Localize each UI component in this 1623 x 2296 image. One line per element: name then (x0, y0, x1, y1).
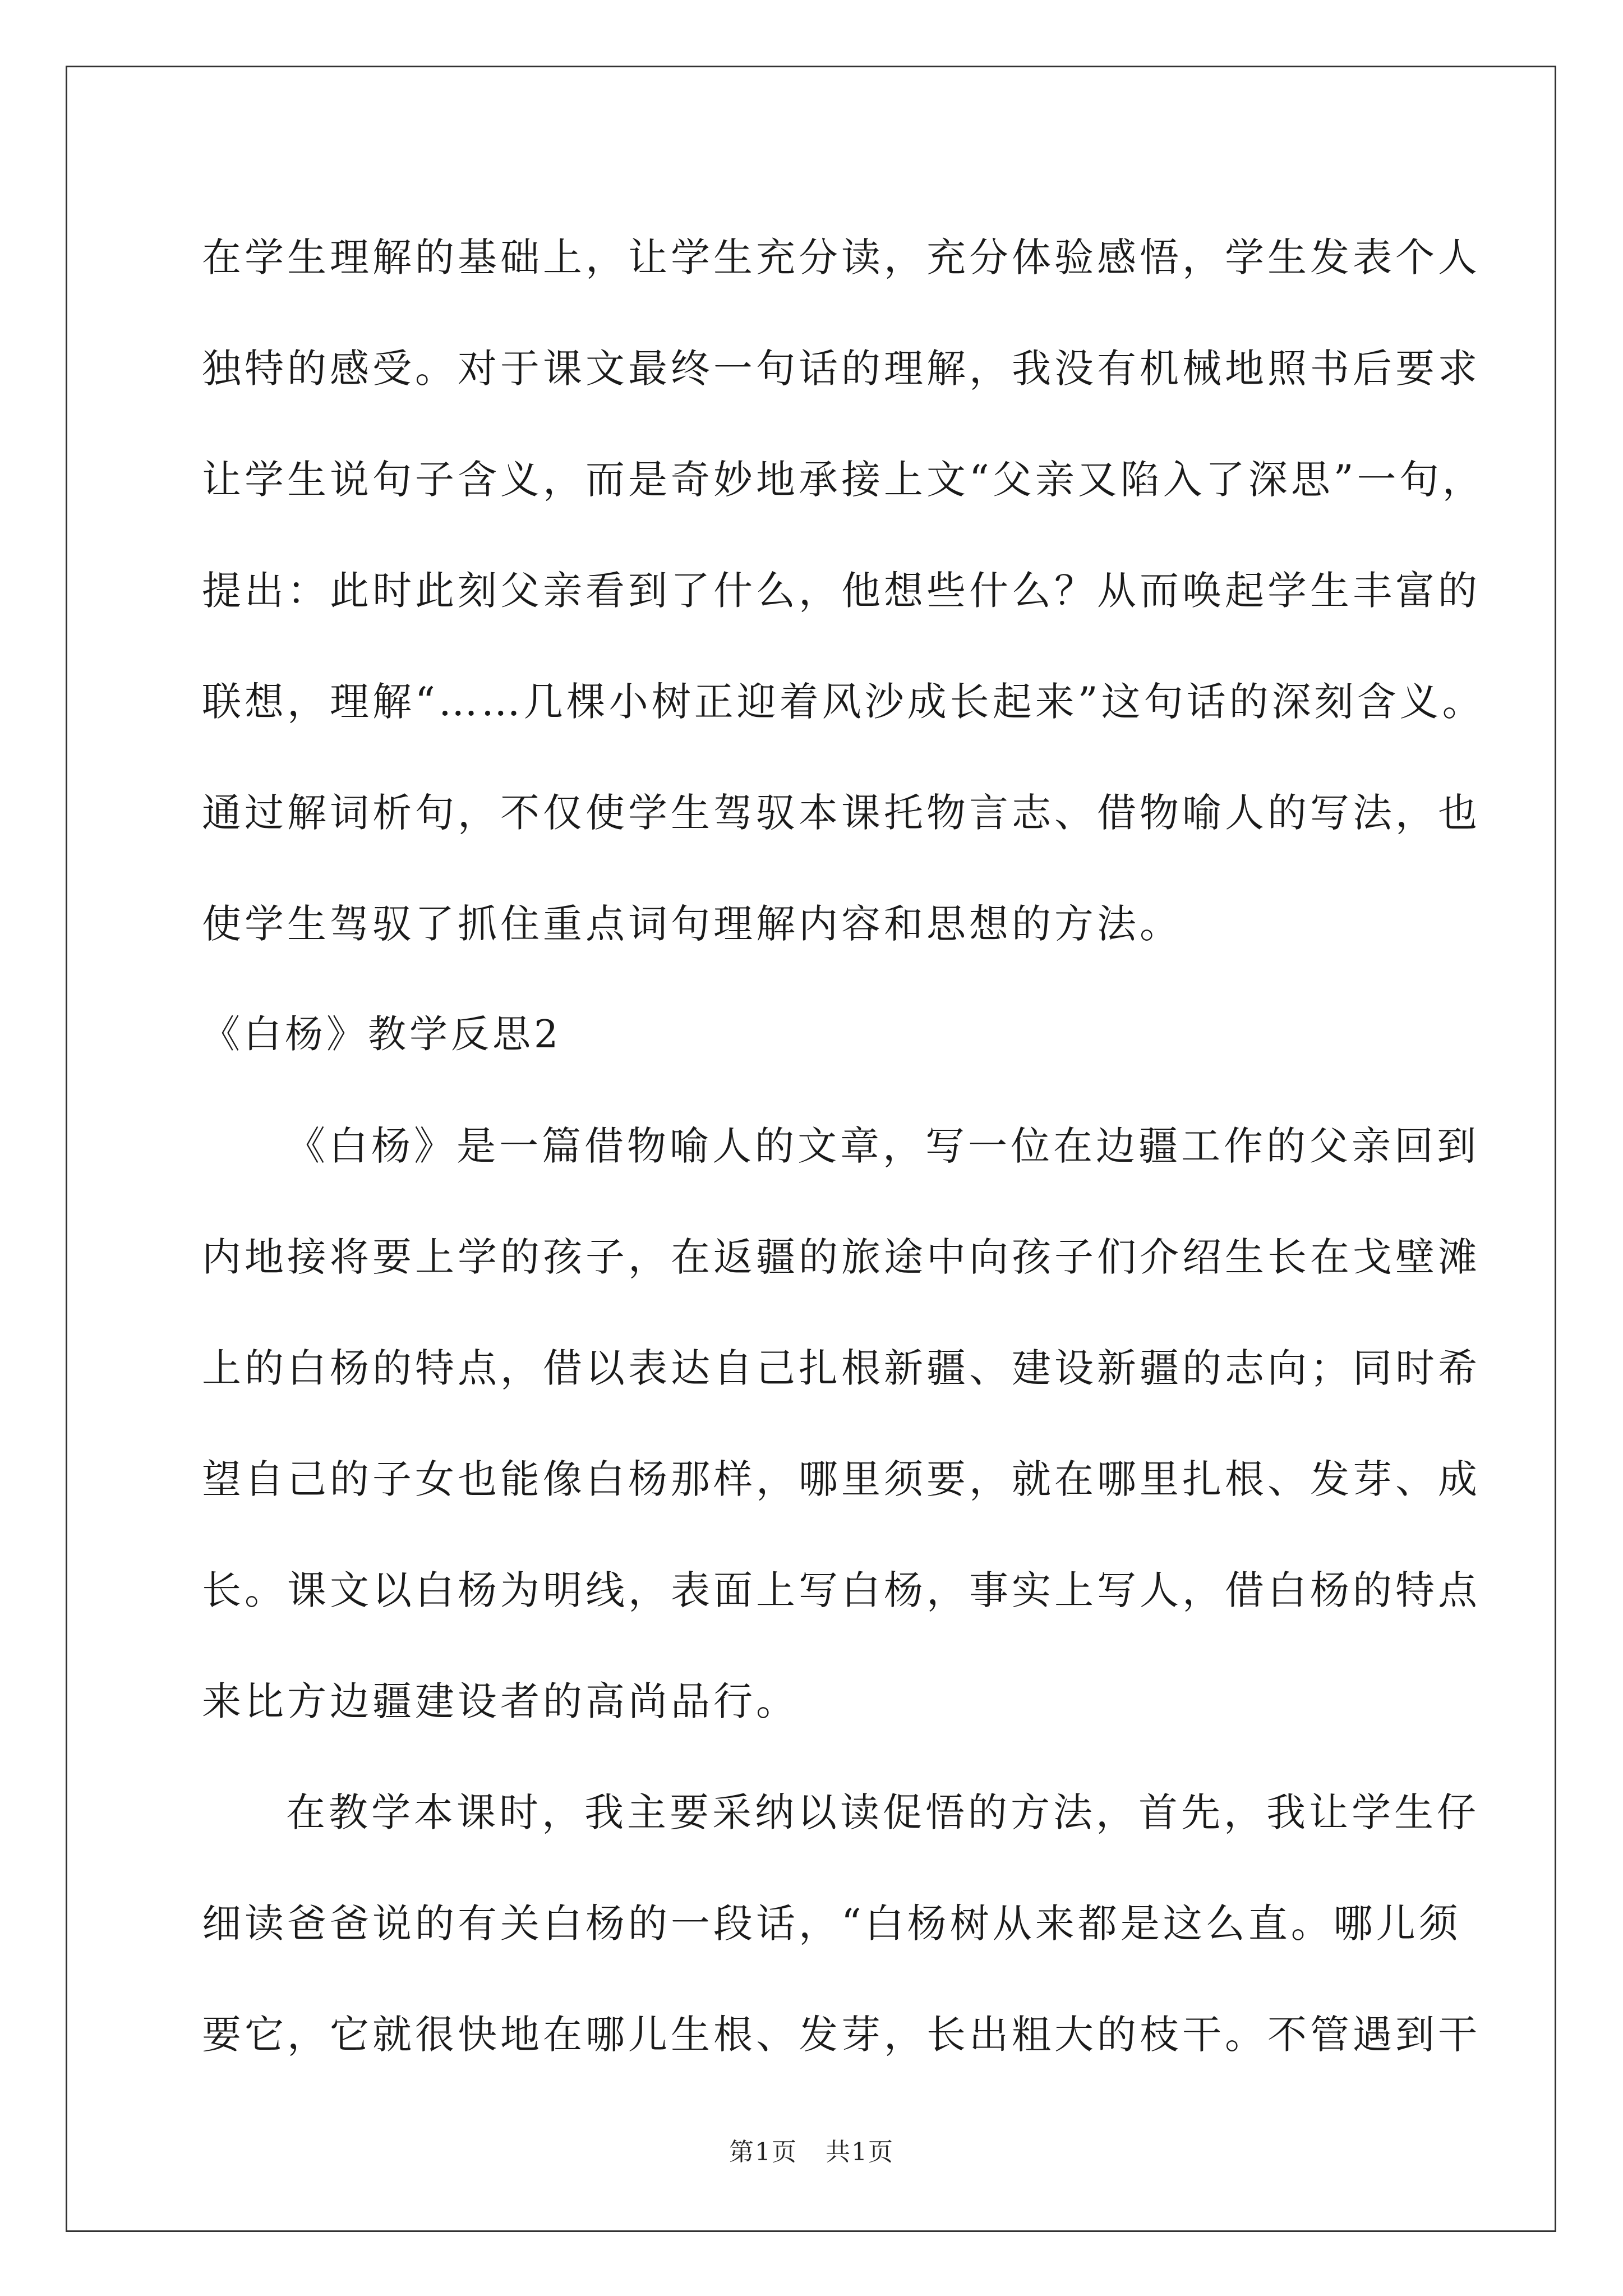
section-heading: 《白杨》教学反思2 (202, 1013, 562, 1057)
text-line: 内地接将要上学的孩子，在返疆的旅途中向孩子们介绍生长在戈壁滩 (202, 1234, 1481, 1280)
page-total: 共1页 (826, 2138, 894, 2166)
text-line: 让学生说句子含义，而是奇妙地承接上文“父亲又陷入了深思”一句， (202, 457, 1485, 503)
text-line: 提出：此时此刻父亲看到了什么，他想些什么？从而唤起学生丰富的 (202, 568, 1481, 614)
page-number: 第1页 (729, 2138, 797, 2166)
text-line: 独特的感受。对于课文最终一句话的理解，我没有机械地照书后要求 (202, 346, 1481, 392)
text-line: 在学生理解的基础上，让学生充分读，充分体验感悟，学生发表个人 (202, 234, 1481, 280)
text-line: 使学生驾驭了抓住重点词句理解内容和思想的方法。 (202, 901, 1182, 947)
text-line: 来比方边疆建设者的高尚品行。 (202, 1678, 799, 1724)
text-line: 长。课文以白杨为明线，表面上写白杨，事实上写人，借白杨的特点 (202, 1567, 1481, 1613)
text-line: 望自己的子女也能像白杨那样，哪里须要，就在哪里扎根、发芽、成 (202, 1456, 1481, 1502)
paragraph-first-line: 在教学本课时，我主要采纳以读促悟的方法，首先，我让学生仔 (286, 1789, 1479, 1835)
text-line: 要它，它就很快地在哪儿生根、发芽，长出粗大的枝干。不管遇到干 (202, 2012, 1481, 2058)
paragraph-first-line: 《白杨》是一篇借物喻人的文章，写一位在边疆工作的父亲回到 (286, 1123, 1479, 1169)
text-line: 通过解词析句，不仅使学生驾驭本课托物言志、借物喻人的写法，也 (202, 790, 1481, 836)
text-line: 上的白杨的特点，借以表达自己扎根新疆、建设新疆的志向；同时希 (202, 1345, 1481, 1391)
text-line: 细读爸爸说的有关白杨的一段话，“白杨树从来都是这么直。哪儿须 (202, 1901, 1461, 1947)
page-footer (0, 2132, 1623, 2168)
document-body (202, 202, 1485, 2090)
text-line: 联想，理解“……几棵小树正迎着风沙成长起来”这句话的深刻含义。 (202, 679, 1485, 725)
